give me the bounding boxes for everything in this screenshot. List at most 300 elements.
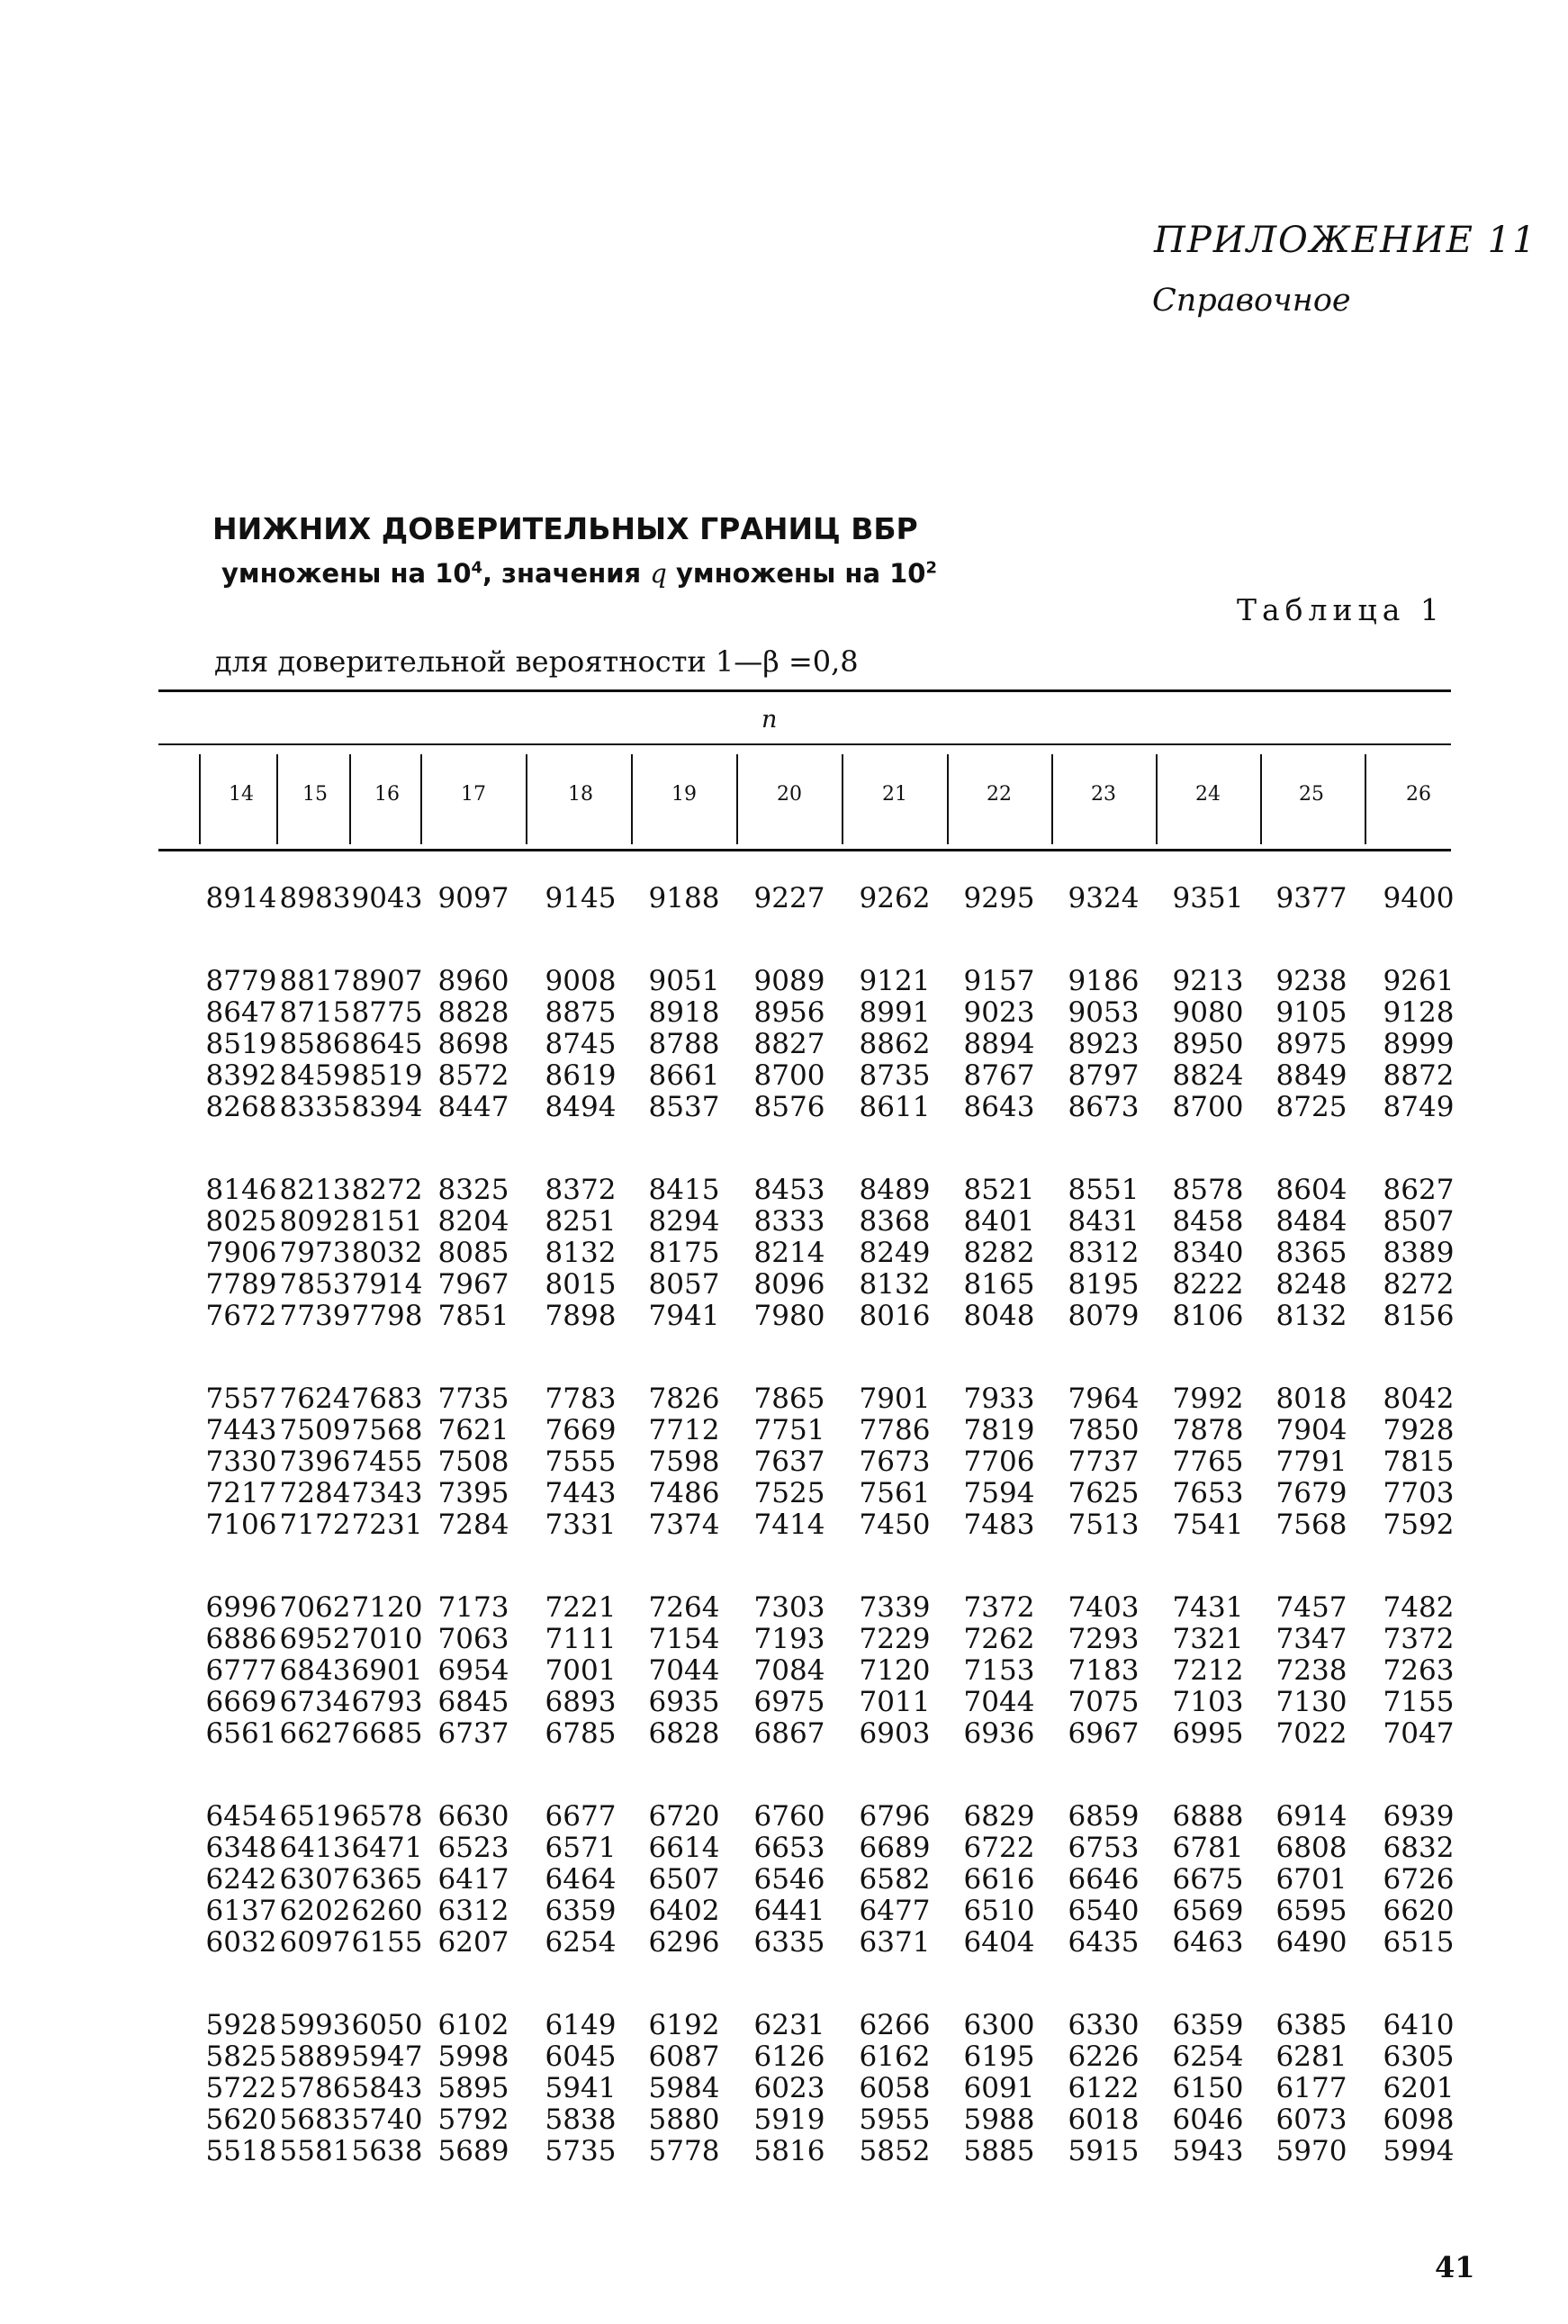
q-symbol: q [650,558,667,589]
table-cell: 8106 [1172,1300,1244,1332]
table-cell: 9089 [753,965,825,997]
table-cell: 8204 [437,1205,509,1238]
table-cell: 8282 [963,1237,1035,1269]
table-cell: 8960 [437,965,509,997]
table-cell: 7555 [545,1446,617,1478]
table-cell: 8862 [859,1028,931,1060]
table-cell: 6266 [859,2009,931,2041]
table-cell: 7396 [279,1446,351,1478]
table-cell: 8165 [963,1268,1035,1301]
table-cell: 8797 [1068,1059,1140,1092]
table-cell: 8025 [205,1205,277,1238]
table-cell: 8627 [1383,1174,1455,1206]
table-cell: 8151 [351,1205,423,1238]
table-cell: 7062 [279,1591,351,1624]
table-cell: 8365 [1275,1237,1347,1269]
table-cell: 6760 [753,1800,825,1833]
table-cell: 6653 [753,1832,825,1864]
table-cell: 7103 [1172,1686,1244,1718]
table-cell: 8389 [1383,1237,1455,1269]
table-cell: 8894 [963,1028,1035,1060]
table-cell: 8749 [1383,1091,1455,1123]
table-cell: 9043 [351,882,423,914]
table-cell: 6126 [753,2040,825,2073]
table-cell: 6867 [753,1717,825,1750]
table-cell: 8175 [648,1237,720,1269]
table-cell: 8272 [1383,1268,1455,1301]
appendix-title: ПРИЛОЖЕНИЕ 11 [1154,220,1537,261]
table-cell: 6828 [648,1717,720,1750]
table-cell: 5885 [963,2135,1035,2167]
n-header: n [761,706,778,734]
column-header-21: 21 [882,783,907,806]
table-cell: 6893 [545,1686,617,1718]
table-cell: 7111 [545,1623,617,1655]
table-cell: 6435 [1068,1926,1140,1959]
table-cell: 5928 [205,2009,277,2041]
table-cell: 9053 [1068,996,1140,1029]
table-cell: 6701 [1275,1863,1347,1896]
table-cell: 8950 [1172,1028,1244,1060]
table-cell: 8828 [437,996,509,1029]
table-cell: 6888 [1172,1800,1244,1833]
table-cell: 6091 [963,2072,1035,2104]
table-cell: 6781 [1172,1832,1244,1864]
column-header-24: 24 [1195,783,1221,806]
table-cell: 6967 [1068,1717,1140,1750]
table-cell: 8551 [1068,1174,1140,1206]
table-cell: 7712 [648,1414,720,1446]
table-cell: 8700 [753,1059,825,1092]
table-cell: 6796 [859,1800,931,1833]
table-cell: 8521 [963,1174,1035,1206]
table-cell: 9188 [648,882,720,914]
table-cell: 7486 [648,1477,720,1509]
table-cell: 7183 [1068,1654,1140,1687]
table-cell: 7568 [351,1414,423,1446]
table-cell: 7967 [437,1268,509,1301]
table-cell: 7450 [859,1509,931,1541]
table-cell: 6441 [753,1895,825,1927]
table-cell: 8447 [437,1091,509,1123]
table-cell: 6018 [1068,2103,1140,2136]
column-separator [420,754,422,844]
table-cell: 8453 [753,1174,825,1206]
table-cell: 7561 [859,1477,931,1509]
table-cell: 6523 [437,1832,509,1864]
table-cell: 9324 [1068,882,1140,914]
column-separator [842,754,843,844]
table-subtitle [221,558,937,589]
table-cell: 8767 [963,1059,1035,1092]
table-cell: 8368 [859,1205,931,1238]
table-cell: 6463 [1172,1926,1244,1959]
table-cell: 8372 [545,1174,617,1206]
table-cell: 7980 [753,1300,825,1332]
table-cell: 6365 [351,1863,423,1896]
table-cell: 7084 [753,1654,825,1687]
table-cell: 5778 [648,2135,720,2167]
table-cell: 7992 [1172,1383,1244,1415]
table-cell: 8335 [279,1091,351,1123]
reference-label: Справочное [1152,283,1351,319]
table-cell: 6677 [545,1800,617,1833]
table-cell: 7786 [859,1414,931,1446]
table-cell: 8661 [648,1059,720,1092]
table-cell: 7525 [753,1477,825,1509]
table-cell: 8611 [859,1091,931,1123]
table-cell: 7509 [279,1414,351,1446]
table-cell: 5988 [963,2103,1035,2136]
table-cell: 7904 [1275,1414,1347,1446]
table-cell: 8268 [205,1091,277,1123]
table-cell: 7172 [279,1509,351,1541]
table-cell: 7851 [437,1300,509,1332]
table-cell: 8788 [648,1028,720,1060]
column-header-14: 14 [229,783,254,806]
table-cell: 6793 [351,1686,423,1718]
table-cell: 6312 [437,1895,509,1927]
table-cell: 6137 [205,1895,277,1927]
table-cell: 8923 [1068,1028,1140,1060]
table-cell: 8489 [859,1174,931,1206]
table-cell: 6646 [1068,1863,1140,1896]
table-cell: 6254 [1172,2040,1244,2073]
table-cell: 7153 [963,1654,1035,1687]
table-cell: 7262 [963,1623,1035,1655]
table-cell: 5994 [1383,2135,1455,2167]
table-cell: 7263 [1383,1654,1455,1687]
table-cell: 7483 [963,1509,1035,1541]
table-cell: 6032 [205,1926,277,1959]
table-cell: 6808 [1275,1832,1347,1864]
table-cell: 8222 [1172,1268,1244,1301]
table-cell: 8586 [279,1028,351,1060]
table-cell: 6519 [279,1800,351,1833]
table-cell: 7853 [279,1268,351,1301]
exponent-4: 4 [471,558,483,578]
table-cell: 7557 [205,1383,277,1415]
table-cell: 7815 [1383,1446,1455,1478]
table-cell: 7063 [437,1623,509,1655]
table-cell: 7155 [1383,1686,1455,1718]
table-cell: 7001 [545,1654,617,1687]
table-cell: 8294 [648,1205,720,1238]
table-cell: 7284 [279,1477,351,1509]
table-cell: 8248 [1275,1268,1347,1301]
table-cell: 7075 [1068,1686,1140,1718]
column-separator [631,754,633,844]
table-cell: 8725 [1275,1091,1347,1123]
table-cell: 8698 [437,1028,509,1060]
column-header-20: 20 [777,783,802,806]
table-cell: 8092 [279,1205,351,1238]
table-cell: 8484 [1275,1205,1347,1238]
table-cell: 6685 [351,1717,423,1750]
table-cell: 7455 [351,1446,423,1478]
column-header-16: 16 [374,783,400,806]
table-cell: 7541 [1172,1509,1244,1541]
table-cell: 7330 [205,1446,277,1478]
table-cell: 7625 [1068,1477,1140,1509]
table-cell: 8849 [1275,1059,1347,1092]
table-cell: 8213 [279,1174,351,1206]
table-cell: 6829 [963,1800,1035,1833]
table-cell: 7212 [1172,1654,1244,1687]
table-cell: 8619 [545,1059,617,1092]
table-cell: 7669 [545,1414,617,1446]
column-separator [1260,754,1262,844]
table-cell: 6720 [648,1800,720,1833]
table-cell: 8519 [351,1059,423,1092]
table-cell: 5984 [648,2072,720,2104]
table-cell: 6614 [648,1832,720,1864]
table-cell: 5620 [205,2103,277,2136]
table-cell: 6954 [437,1654,509,1687]
table-cell: 8576 [753,1091,825,1123]
column-separator [1365,754,1366,844]
table-cell: 8431 [1068,1205,1140,1238]
table-cell: 8415 [648,1174,720,1206]
table-cell: 7783 [545,1383,617,1415]
table-cell: 6402 [648,1895,720,1927]
column-header-22: 22 [987,783,1012,806]
table-cell: 8494 [545,1091,617,1123]
table-cell: 5518 [205,2135,277,2167]
table-cell: 6155 [351,1926,423,1959]
table-cell: 7964 [1068,1383,1140,1415]
table-cell: 6510 [963,1895,1035,1927]
table-cell: 8312 [1068,1237,1140,1269]
table-cell: 6914 [1275,1800,1347,1833]
table-cell: 7106 [205,1509,277,1541]
table-cell: 6722 [963,1832,1035,1864]
table-cell: 9105 [1275,996,1347,1029]
table-cell: 6385 [1275,2009,1347,2041]
table-cell: 6410 [1383,2009,1455,2041]
table-cell: 8578 [1172,1174,1244,1206]
table-cell: 7443 [545,1477,617,1509]
column-header-15: 15 [302,783,328,806]
table-cell: 6023 [753,2072,825,2104]
table-cell: 7443 [205,1414,277,1446]
table-cell: 6371 [859,1926,931,1959]
table-cell: 9295 [963,882,1035,914]
table-cell: 6578 [351,1800,423,1833]
table-cell: 8032 [351,1237,423,1269]
table-cell: 8394 [351,1091,423,1123]
table-cell: 7303 [753,1591,825,1624]
top-rule [158,689,1451,692]
table-cell: 6886 [205,1623,277,1655]
table-cell: 8715 [279,996,351,1029]
table-cell: 7264 [648,1591,720,1624]
table-cell: 6935 [648,1686,720,1718]
subtitle-part-a: умножены на 10 [221,558,472,589]
table-cell: 7154 [648,1623,720,1655]
table-cell: 7193 [753,1623,825,1655]
column-separator [736,754,738,844]
table-cell: 6348 [205,1832,277,1864]
column-separator [199,754,201,844]
table-cell: 6073 [1275,2103,1347,2136]
table-cell: 6335 [753,1926,825,1959]
table-cell: 8956 [753,996,825,1029]
table-number-label: Таблица 1 [1237,592,1445,627]
table-cell: 8132 [1275,1300,1347,1332]
table-cell: 6098 [1383,2103,1455,2136]
table-cell: 9128 [1383,996,1455,1029]
table-cell: 7221 [545,1591,617,1624]
table-cell: 8645 [351,1028,423,1060]
table-cell: 6627 [279,1717,351,1750]
table-cell: 7231 [351,1509,423,1541]
table-cell: 5915 [1068,2135,1140,2167]
table-cell: 9023 [963,996,1035,1029]
table-cell: 5638 [351,2135,423,2167]
table-cell: 7941 [648,1300,720,1332]
table-cell: 7637 [753,1446,825,1478]
table-cell: 6102 [437,2009,509,2041]
table-cell: 6630 [437,1800,509,1833]
table-cell: 5943 [1172,2135,1244,2167]
table-cell: 9008 [545,965,617,997]
table-cell: 7594 [963,1477,1035,1509]
table-title: НИЖНИХ ДОВЕРИТЕЛЬНЫХ ГРАНИЦ ВБР [212,511,918,546]
table-cell: 5735 [545,2135,617,2167]
table-cell: 8907 [351,965,423,997]
table-cell: 6471 [351,1832,423,1864]
table-cell: 8817 [279,965,351,997]
table-cell: 8251 [545,1205,617,1238]
table-cell: 6571 [545,1832,617,1864]
table-cell: 8604 [1275,1174,1347,1206]
table-cell: 8735 [859,1059,931,1092]
table-cell: 7621 [437,1414,509,1446]
table-cell: 6359 [545,1895,617,1927]
table-cell: 6413 [279,1832,351,1864]
table-cell: 8079 [1068,1300,1140,1332]
table-cell: 5970 [1275,2135,1347,2167]
table-cell: 5786 [279,2072,351,2104]
table-cell: 6737 [437,1717,509,1750]
column-separator [1051,754,1053,844]
table-cell: 8918 [648,996,720,1029]
column-header-25: 25 [1299,783,1324,806]
table-cell: 6843 [279,1654,351,1687]
column-header-26: 26 [1406,783,1431,806]
table-cell: 7130 [1275,1686,1347,1718]
table-cell: 6404 [963,1926,1035,1959]
table-cell: 7431 [1172,1591,1244,1624]
column-separator [947,754,949,844]
table-cell: 6726 [1383,1863,1455,1896]
subtitle-part-b: , значения [482,558,651,589]
column-separator [1156,754,1158,844]
column-header-19: 19 [671,783,697,806]
table-cell: 8643 [963,1091,1035,1123]
subtitle-part-c: умножены на 10 [666,558,926,589]
table-cell: 9261 [1383,965,1455,997]
table-cell: 9351 [1172,882,1244,914]
column-separator [526,754,527,844]
table-cell: 6122 [1068,2072,1140,2104]
table-cell: 6192 [648,2009,720,2041]
table-cell: 5838 [545,2103,617,2136]
table-cell: 8999 [1383,1028,1455,1060]
table-cell: 6045 [545,2040,617,2073]
table-cell: 5993 [279,2009,351,2041]
table-cell: 8333 [753,1205,825,1238]
table-cell: 5792 [437,2103,509,2136]
table-cell: 7789 [205,1268,277,1301]
table-cell: 8991 [859,996,931,1029]
table-cell: 6540 [1068,1895,1140,1927]
table-cell: 8272 [351,1174,423,1206]
table-cell: 7898 [545,1300,617,1332]
table-cell: 7120 [351,1591,423,1624]
table-cell: 7331 [545,1509,617,1541]
table-cell: 7568 [1275,1509,1347,1541]
table-cell: 6305 [1383,2040,1455,2073]
table-cell: 6417 [437,1863,509,1896]
table-cell: 6150 [1172,2072,1244,2104]
table-cell: 6569 [1172,1895,1244,1927]
table-cell: 5825 [205,2040,277,2073]
table-cell: 6477 [859,1895,931,1927]
table-cell: 5852 [859,2135,931,2167]
table-cell: 6254 [545,1926,617,1959]
table-cell: 7653 [1172,1477,1244,1509]
table-cell: 8975 [1275,1028,1347,1060]
table-cell: 5947 [351,2040,423,2073]
table-cell: 6995 [1172,1717,1244,1750]
table-cell: 6300 [963,2009,1035,2041]
table-cell: 7229 [859,1623,931,1655]
table-cell: 7928 [1383,1414,1455,1446]
table-cell: 7878 [1172,1414,1244,1446]
table-cell: 8459 [279,1059,351,1092]
table-cell: 7374 [648,1509,720,1541]
table-cell: 6785 [545,1717,617,1750]
table-cell: 8673 [1068,1091,1140,1123]
table-cell: 7010 [351,1623,423,1655]
table-cell: 6149 [545,2009,617,2041]
table-cell: 7679 [1275,1477,1347,1509]
table-cell: 7592 [1383,1509,1455,1541]
table-cell: 8827 [753,1028,825,1060]
table-cell: 7347 [1275,1623,1347,1655]
table-cell: 9262 [859,882,931,914]
table-cell: 8214 [753,1237,825,1269]
table-cell: 5722 [205,2072,277,2104]
table-cell: 9121 [859,965,931,997]
table-cell: 8872 [1383,1059,1455,1092]
table-cell: 6195 [963,2040,1035,2073]
table-cell: 8085 [437,1237,509,1269]
table-cell: 8325 [437,1174,509,1206]
table-cell: 9051 [648,965,720,997]
exponent-2: 2 [925,558,937,578]
table-cell: 7414 [753,1509,825,1541]
table-cell: 5895 [437,2072,509,2104]
table-cell: 7706 [963,1446,1035,1478]
table-cell: 7044 [963,1686,1035,1718]
table-cell: 7819 [963,1414,1035,1446]
column-header-18: 18 [568,783,593,806]
table-cell: 5955 [859,2103,931,2136]
table-cell: 7238 [1275,1654,1347,1687]
